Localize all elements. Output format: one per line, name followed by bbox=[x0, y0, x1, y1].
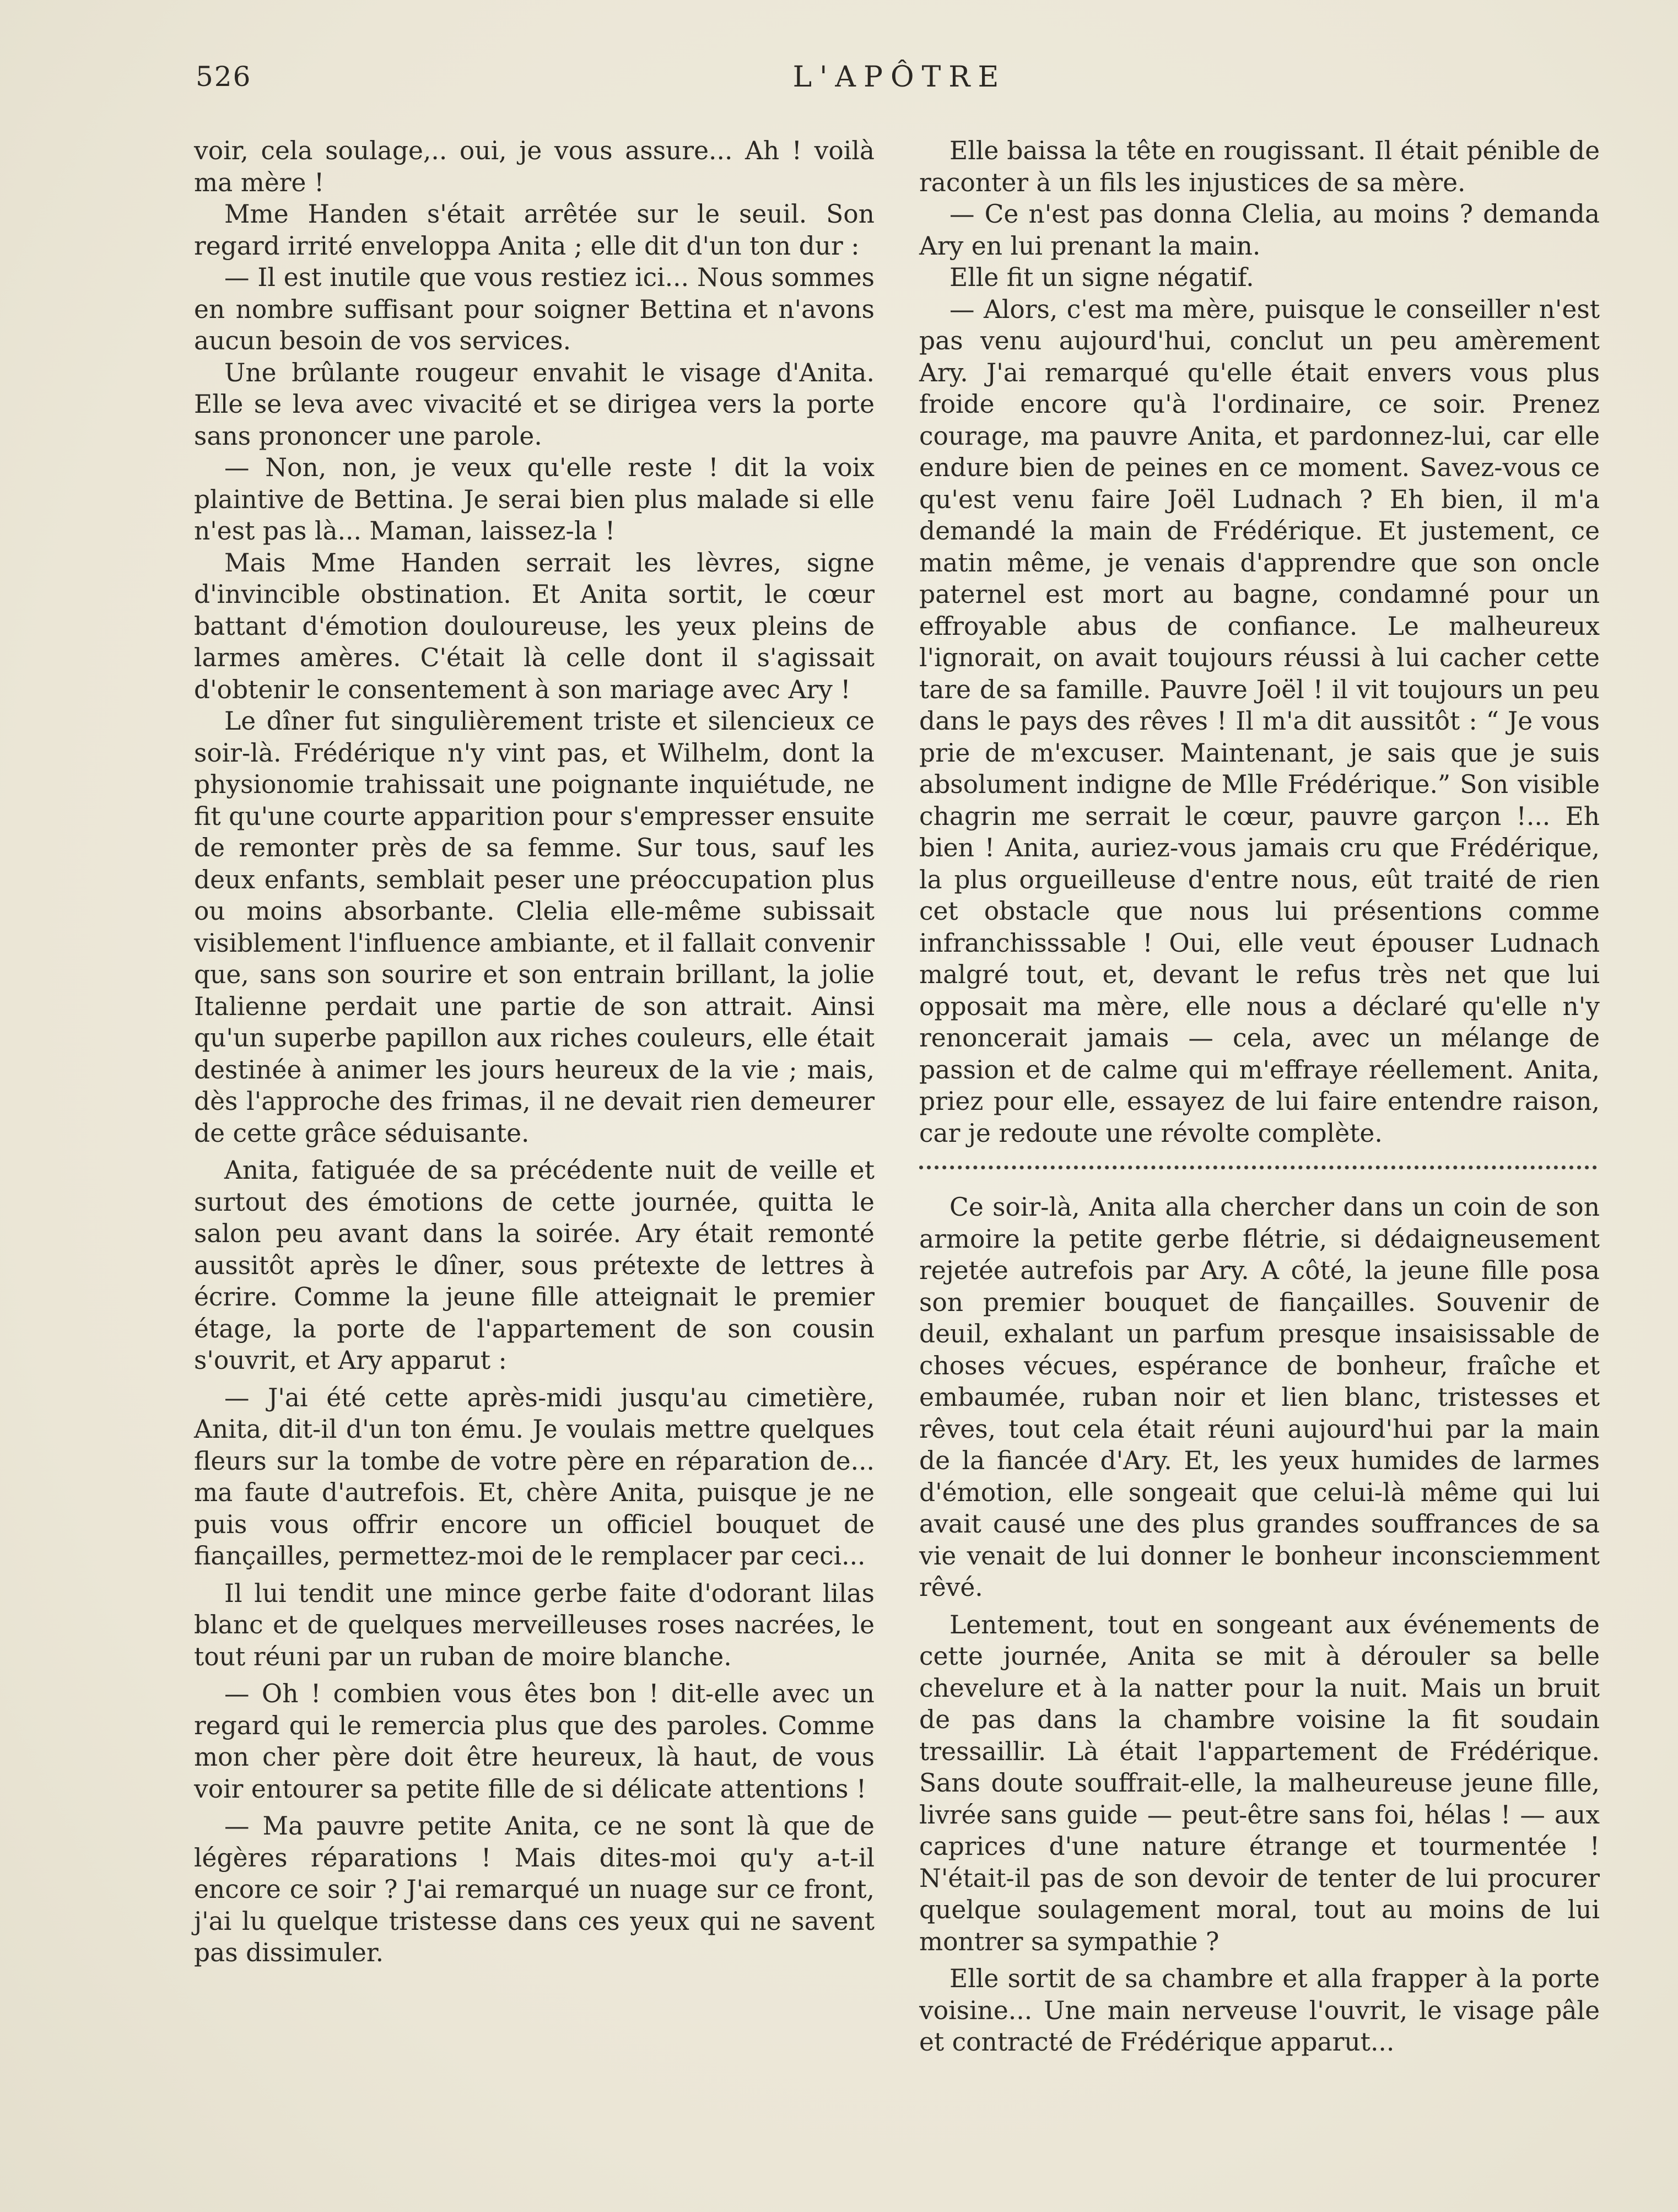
paragraph: Anita, fatiguée de sa précédente nuit de veille et surtout des émotions de cette journée, quitta le salon peu avant dans la soirée. Ary était remonté aussitôt après le dîner, sous prétexte de lettres à écrire. Comme la jeune fille atteignait le premier étage, la porte de l'appartement de son cousin s'ouvrit, et Ary apparut : bbox=[194, 1156, 875, 1375]
paragraph: Mais Mme Handen serrait les lèvres, signe d'invincible obstination. Et Anita sortit, le cœur battant d'émotion douloureuse, les yeux pleins de larmes amères. C'était là celle dont il s'agissait d'obtenir le consentement à son mariage avec Ary ! bbox=[194, 548, 875, 704]
paragraph: — Ce n'est pas donna Clelia, au moins ? demanda Ary en lui prenant la main. bbox=[919, 199, 1600, 261]
paragraph: Elle baissa la tête en rougissant. Il était pénible de raconter à un fils les injustices de sa mère. bbox=[919, 136, 1600, 197]
paragraph: — Oh ! combien vous êtes bon ! dit-elle avec un regard qui le remercia plus que des paroles. Comme mon cher père doit être heureux, là haut, de vous voir entourer sa petite fille de si délicate attentions ! bbox=[194, 1679, 875, 1804]
paragraph: — Ma pauvre petite Anita, ce ne sont là que de légères réparations ! Mais dites-moi qu'y a-t-il encore ce soir ? J'ai remarqué un nuage sur ce front, j'ai lu quelque tristesse dans ces yeux qui ne savent pas dissimuler. bbox=[194, 1811, 875, 1967]
paragraph: voir, cela soulage,.. oui, je vous assure... Ah ! voilà ma mère ! bbox=[194, 136, 875, 197]
paragraph: Elle fit un signe négatif. bbox=[949, 263, 1254, 292]
paragraph: Le dîner fut singulièrement triste et silencieux ce soir-là. Frédérique n'y vint pas, et Wilhelm, dont la physionomie trahissait une poignante inquiétude, ne fit qu'une courte apparition pour s'empresser ensuite de remonter près de sa femme. Sur tous, sauf les deux enfants, semblait peser une préoccupation plus ou moins absorbante. Clelia elle-même subissait visiblement l'influence ambiante, et il fallait convenir que, sans son sourire et son entrain brillant, la jolie Italienne perdait une partie de son attrait. Ainsi qu'un superbe papillon aux riches couleurs, elle était destinée à animer les jours heureux de la vie ; mais, dès l'approche des frimas, il ne devait rien demeurer de cette grâce séduisante. bbox=[194, 706, 875, 1148]
paragraph: — Alors, c'est ma mère, puisque le conseiller n'est pas venu aujourd'hui, conclut un peu amèrement Ary. J'ai remarqué qu'elle était envers vous plus froide encore qu'à l'ordinaire, ce soir. Prenez courage, ma pauvre Anita, et pardonnez-lui, car elle endure bien de peines en ce moment. Savez-vous ce qu'est venu faire Joël Ludnach ? Eh bien, il m'a demandé la main de Frédérique. Et justement, ce matin même, je venais d'apprendre que son oncle paternel est mort au bagne, condamné pour un effroyable abus de confiance. Le malheureux l'ignorait, on avait toujours réussi à lui cacher cette tare de sa famille. Pauvre Joël ! il vit toujours un peu dans le pays des rêves ! Il m'a dit aussitôt : “ Je vous prie de m'excuser. Maintenant, je sais que je suis absolument indigne de Mlle Frédérique.” Son visible chagrin me serrait le cœur, pauvre garçon !... Eh bien ! Anita, auriez-vous jamais cru que Frédérique, la plus orgueilleuse d'entre nous, eût traité de rien cet obstacle que nous lui présentions comme infranchisssable ! Oui, elle veut épouser Ludnach malgré tout, et, devant le refus très net que lui opposait ma mère, elle nous a déclaré qu'elle n'y renoncerait jamais — cela, avec un mélange de passion et de calme qui m'effraye réellement. Anita, priez pour elle, essayez de lui faire entendre raison, car je redoute une révolte complète. bbox=[919, 294, 1600, 1148]
page-number: 526 bbox=[196, 61, 252, 93]
paragraph: Lentement, tout en songeant aux événements de cette journée, Anita se mit à dérouler sa belle chevelure et à la natter pour la nuit. Mais un bruit de pas dans la chambre voisine la fit soudain tressaillir. Là était l'appartement de Frédérique. Sans doute souffrait-elle, la malheureuse jeune fille, livrée sans guide — peut-être sans foi, hélas ! — aux caprices d'une nature étrange et tourmentée ! N'était-il pas de son devoir de tenter de lui procurer quelque soulagement moral, tout au moins de lui montrer sa sympathie ? bbox=[919, 1610, 1600, 1956]
running-title: L'APÔTRE bbox=[792, 61, 1007, 94]
paragraph: — Il est inutile que vous restiez ici... Nous sommes en nombre suffisant pour soigner Bettina et n'avons aucun besoin de vos services. bbox=[194, 263, 875, 355]
paragraph: — J'ai été cette après-midi jusqu'au cimetière, Anita, dit-il d'un ton ému. Je voulais mettre quelques fleurs sur la tombe de votre père en réparation de... ma faute d'autrefois. Et, chère Anita, puisque je ne puis vous offrir encore un officiel bouquet de fiançailles, permettez-moi de le remplacer par ceci... bbox=[194, 1383, 875, 1571]
paragraph: Elle sortit de sa chambre et alla frapper à la porte voisine... Une main nerveuse l'ouvrit, le visage pâle et contracté de Frédérique apparut... bbox=[919, 1964, 1600, 2057]
paragraph: Une brûlante rougeur envahit le visage d'Anita. Elle se leva avec vivacité et se dirigea vers la porte sans prononcer une parole. bbox=[194, 358, 875, 451]
paragraph: Mme Handen s'était arrêtée sur le seuil. Son regard irrité enveloppa Anita ; elle dit d'un ton dur : bbox=[194, 199, 875, 261]
paragraph: Il lui tendit une mince gerbe faite d'odorant lilas blanc et de quelques merveilleuses roses nacrées, le tout réuni par un ruban de moire blanche. bbox=[194, 1578, 875, 1671]
paragraph: — Non, non, je veux qu'elle reste ! dit la voix plaintive de Bettina. Je serai bien plus malade si elle n'est pas là... Maman, laissez-la ! bbox=[194, 453, 875, 546]
right-column bbox=[919, 135, 1600, 2058]
page-header bbox=[196, 61, 1604, 105]
left-column bbox=[194, 135, 875, 1969]
dotted-separator bbox=[919, 1162, 1597, 1169]
paragraph: Ce soir-là, Anita alla chercher dans un coin de son armoire la petite gerbe flétrie, si dédaigneusement rejetée autrefois par Ary. A côté, la jeune fille posa son premier bouquet de fiançailles. Souvenir de deuil, exhalant un parfum presque insaisissable de choses vécues, espérance de bonheur, fraîche et embaumée, ruban noir et lien blanc, tristesses et rêves, tout cela était réuni aujourd'hui par la main de la fiancée d'Ary. Et, les yeux humides de larmes d'émotion, elle songeait que celui-là même qui lui avait causé une des plus grandes souffrances de sa vie venait de lui donner le bonheur inconsciemment rêvé. bbox=[919, 1193, 1600, 1602]
